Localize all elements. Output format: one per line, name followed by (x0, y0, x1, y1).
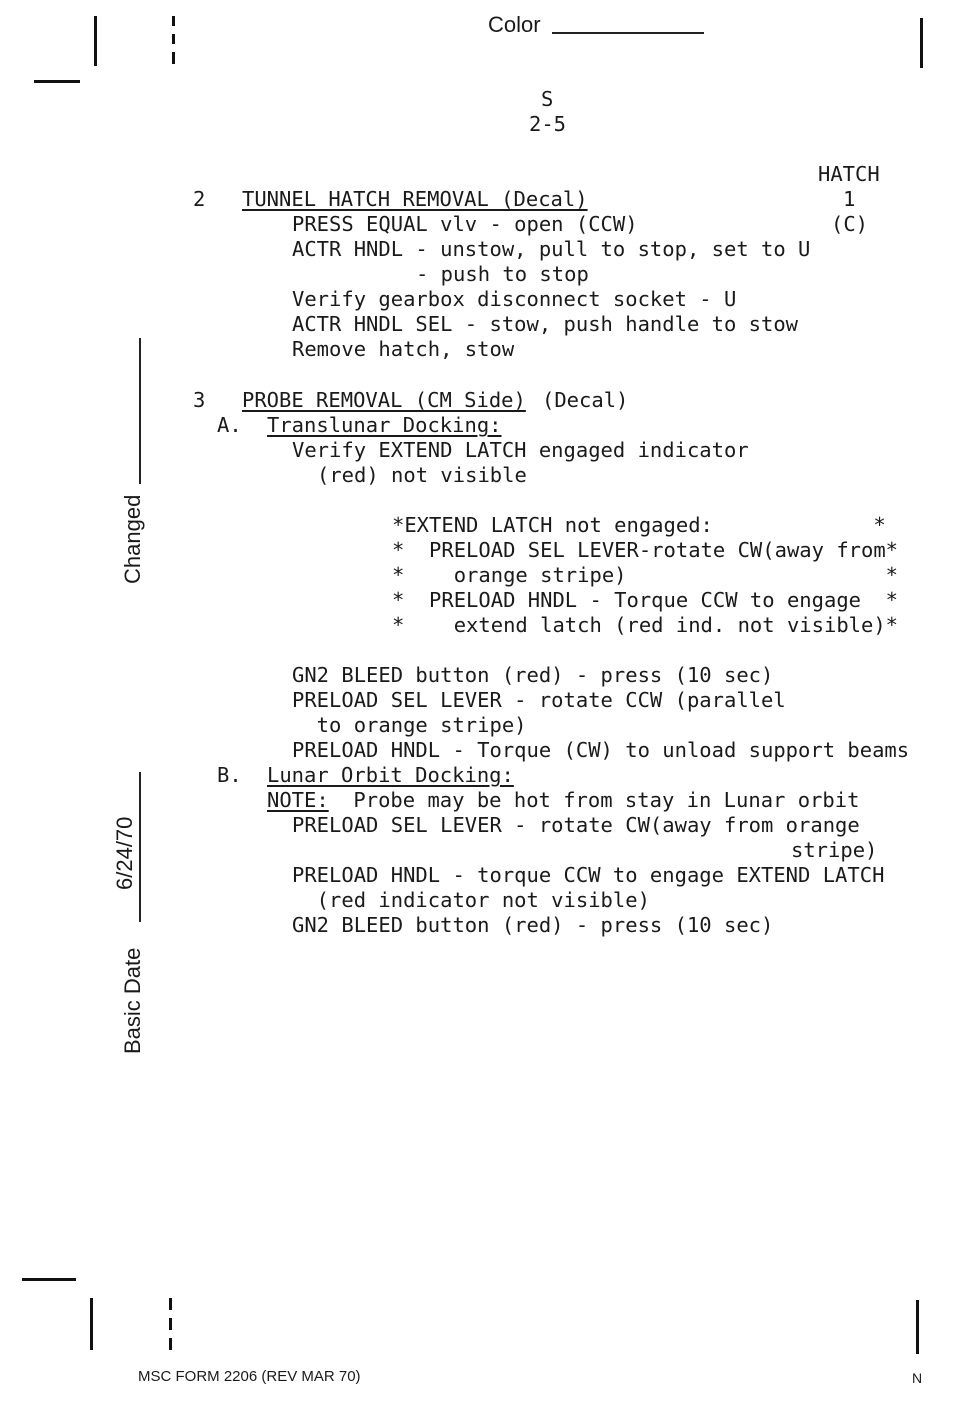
sub-b-line: GN2 BLEED button (red) - press (10 sec) (292, 913, 774, 937)
crop-mark-bottom-left-horizontal (22, 1278, 76, 1281)
sub-a-line: Verify EXTEND LATCH engaged indicator (292, 438, 749, 462)
sub-a-step: PRELOAD HNDL - Torque (CW) to unload support beams (292, 738, 910, 762)
sub-b-letter: B. (217, 763, 242, 787)
section-2-line: ACTR HNDL - unstow, pull to stop, set to U (292, 237, 811, 261)
caution-box-line: * extend latch (red ind. not visible)* (392, 613, 899, 637)
section-2-line: Remove hatch, stow (292, 337, 515, 361)
crop-mark-bottom-left-dashed (169, 1318, 172, 1330)
section-2-number: 2 (193, 187, 206, 211)
basic-date-value: 6/24/70 (112, 816, 137, 890)
sub-b-line: (red indicator not visible) (292, 888, 650, 912)
page-number: 2-5 (529, 112, 567, 136)
sub-b-note (267, 788, 859, 813)
caution-box-line: *EXTEND LATCH not engaged: * (392, 513, 886, 537)
section-3-title: PROBE REMOVAL (CM Side) (242, 388, 526, 412)
column-value-2: (C) (831, 212, 869, 236)
section-2-line: - push to stop (416, 262, 589, 286)
crop-mark-bottom-left-dashed (169, 1338, 172, 1350)
basic-date-line (139, 772, 141, 922)
form-number: MSC FORM 2206 (REV MAR 70) (138, 1368, 361, 1385)
column-value-1: 1 (843, 187, 856, 211)
section-2-line: ACTR HNDL SEL - stow, push handle to stow (292, 312, 799, 336)
color-label: Color (488, 12, 541, 37)
caution-box-line: * orange stripe) * (392, 563, 899, 587)
basic-date-label: Basic Date (120, 947, 145, 1054)
sub-b-line: stripe) (791, 838, 878, 862)
crop-mark-top-left-dashed (172, 16, 175, 26)
crop-mark-bottom-left-vertical (90, 1298, 93, 1350)
crop-mark-bottom-left-dashed (169, 1298, 172, 1310)
sub-a-line: (red) not visible (317, 463, 527, 487)
sub-a-letter: A. (217, 413, 242, 437)
crop-mark-top-left-vertical (94, 16, 97, 66)
section-2-line: Verify gearbox disconnect socket - U (292, 287, 737, 311)
sub-b-line: PRELOAD HNDL - torque CCW to engage EXTEND LATCH (292, 863, 885, 887)
note-label: NOTE: (267, 788, 329, 812)
note-text: Probe may be hot from stay in Lunar orbit (328, 788, 860, 812)
sub-a-step: PRELOAD SEL LEVER - rotate CCW (parallel (292, 688, 786, 712)
crop-mark-top-left-dashed (172, 52, 175, 64)
changed-line (139, 338, 141, 484)
section-3-number: 3 (193, 388, 206, 412)
sub-b-line: PRELOAD SEL LEVER - rotate CW(away from orange (292, 813, 860, 837)
color-field (488, 12, 541, 38)
changed-label: Changed (120, 494, 145, 584)
sub-b-title: Lunar Orbit Docking: (267, 763, 514, 787)
column-label: HATCH (818, 162, 880, 186)
caution-box-line: * PRELOAD HNDL - Torque CCW to engage * (392, 588, 899, 612)
sub-a-step: to orange stripe) (292, 713, 527, 737)
section-2-line: PRESS EQUAL vlv - open (CCW) (292, 212, 638, 236)
section-2-title: TUNNEL HATCH REMOVAL (Decal) (242, 187, 588, 211)
caution-box-line: * PRELOAD SEL LEVER-rotate CW(away from* (392, 538, 899, 562)
crop-mark-bottom-right-vertical (916, 1300, 919, 1354)
crop-mark-top-left-horizontal (34, 80, 80, 83)
color-blank-line (552, 32, 704, 34)
corner-mark: N (912, 1370, 923, 1386)
page-letter: S (541, 87, 554, 111)
sub-a-step: GN2 BLEED button (red) - press (10 sec) (292, 663, 774, 687)
crop-mark-top-left-dashed (172, 34, 175, 44)
section-3-title-suffix: (Decal) (542, 388, 629, 412)
sub-a-title: Translunar Docking: (267, 413, 502, 437)
crop-mark-top-right-vertical (920, 18, 923, 68)
